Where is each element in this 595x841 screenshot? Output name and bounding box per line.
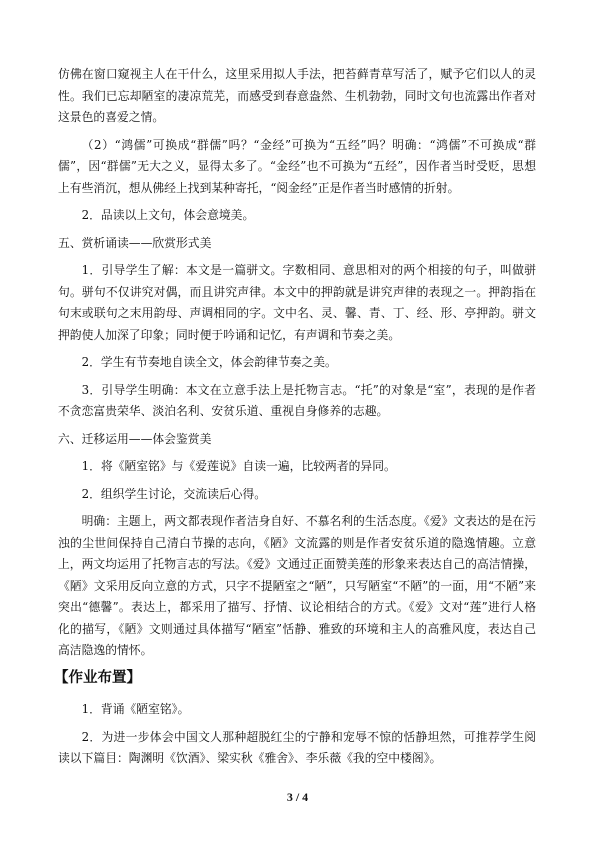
page-number: 3 / 4 — [286, 790, 309, 804]
paragraph-6-1: 1．将《陋室铭》与《爱莲说》自读一遍，比较两者的异同。 — [81, 459, 396, 473]
paragraph-5-1: 1．引导学生了解：本文是一篇骈文。字数相同、意思相对的两个相接的句子，叫做骈句。骈句不仅讲究对偶，而且讲究声律。本文中的押韵就是讲究声律的表现之一。押韵指在句末或联句之末用韵母、声调相同的字。文中名、灵、馨、青、丁、经、形、亭押韵。骈文押韵使人加深了印象；同时便于吟诵和记忆，有声调和节奏之美。 — [58, 263, 536, 342]
homework-heading: 【作业布置】 — [54, 669, 141, 686]
paragraph-continued: 仿佛在窗口窥视主人在干什么，这里采用拟人手法，把苔藓青草写活了，赋予它们以人的灵性。我们已忘却陋室的凄凉荒芜，而感受到春意盎然、生机勃勃，同时文句也流露出作者对这景色的喜爱之情。 — [58, 67, 536, 124]
paragraph-6-answer: 明确：主题上，两文都表现作者洁身自好、不慕名利的生活态度。《爱》文表达的是在污浊的尘世间保持自己清白节操的志向，《陋》文流露的则是作者安贫乐道的隐逸情趣。立意上，两文均运用了托物言志的写法。《爱》文通过正面赞美莲的形象来表达自己的高洁情操，《陋》文采用反向立意的方式，只字不提陋室之“陋”，只写陋室“不陋”的一面，用“不陋”来突出“德馨”。表达上，都采用了描写、抒情、议论相结合的方式。《爱》文对“莲”进行人格化的描写，《陋》文则通过具体描写“陋室”恬静、雅致的环境和主人的高雅风度，表达自己高洁隐逸的情怀。 — [58, 514, 536, 657]
paragraph-item-2: 2．品读以上文句，体会意境美。 — [81, 208, 255, 222]
paragraph-question-2: （2）“鸿儒”可换成“群儒”吗？“金经”可换为“五经”吗？明确：“鸿儒”不可换成“群儒”，因“群儒”无大之义，显得太多了。“金经”也不可换为“五经”，因作者当时受贬，思想上有些消沉，想从佛经上找到某种寄托，“阅金经”正是作者当时感情的折射。 — [58, 137, 536, 195]
paragraph-5-3: 3．引导学生明确：本文在立意手法上是托物言志。“托”的对象是“室”，表现的是作者不贪恋富贵荣华、淡泊名利、安贫乐道、重视自身修养的志趣。 — [58, 382, 536, 418]
homework-item-2: 2．为进一步体会中国文人那种超脱红尘的宁静和宠辱不惊的恬静坦然，可推荐学生阅读以下篇目：陶渊明《饮酒》、梁实秋《雅舍》、李乐薇《我的空中楼阁》。 — [58, 729, 536, 765]
paragraph-6-2: 2．组织学生讨论，交流读后心得。 — [81, 486, 267, 501]
homework-item-1: 1．背诵《陋室铭》。 — [81, 702, 190, 716]
paragraph-5-2: 2．学生有节奏地自读全文，体会韵律节奏之美。 — [81, 355, 337, 369]
document-body — [54, 64, 536, 776]
heading-section-5: 五、赏析诵读——欣赏形式美 — [58, 235, 212, 250]
heading-section-6: 六、迁移运用——体会鉴赏美 — [58, 431, 212, 446]
